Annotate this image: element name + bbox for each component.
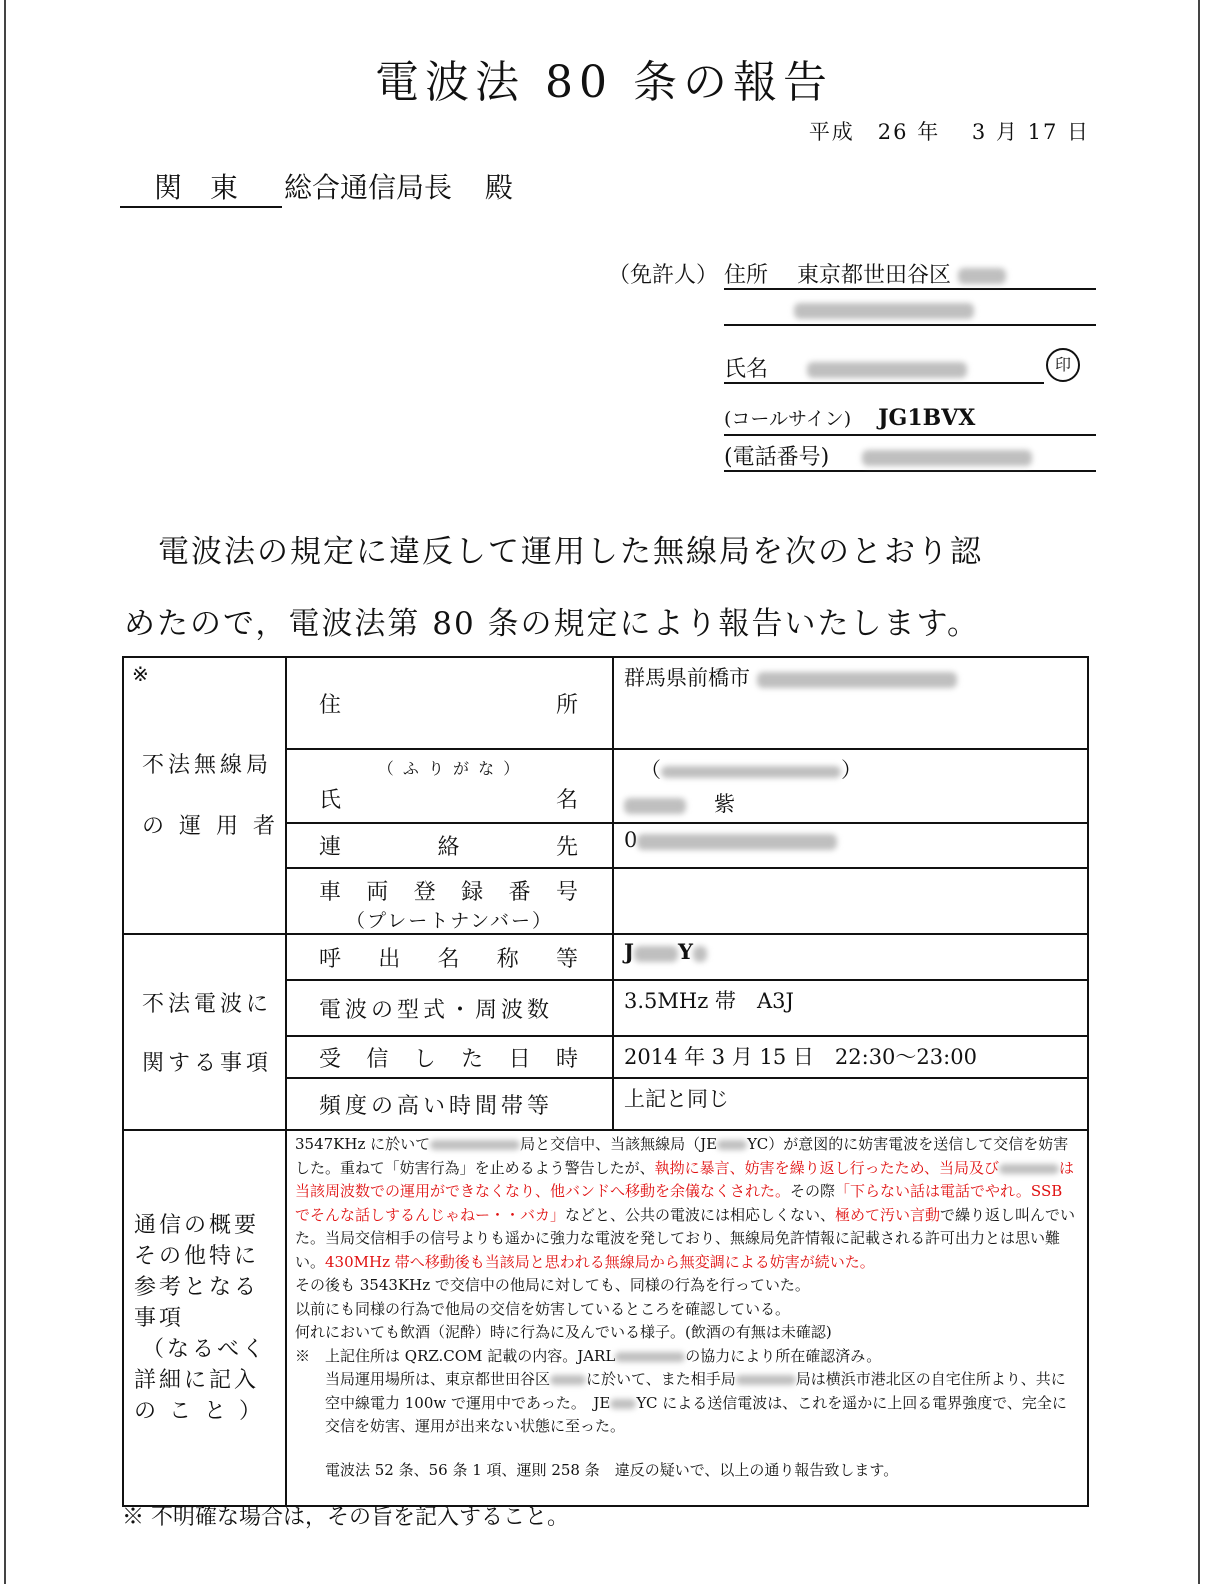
statement-line-1: 電波法の規定に違反して運用した無線局を次のとおり認: [158, 534, 983, 570]
operator-name-visible: 紫: [714, 792, 735, 816]
plate-label-cell: 車 両 登 録 番 号 （プレートナンバー）: [286, 868, 613, 934]
operator-category-line1: 不法無線局: [142, 753, 273, 778]
operator-address: 群馬県前橋市: [624, 666, 750, 690]
report-table: [122, 656, 1089, 1507]
redacted-operator-address: [757, 672, 957, 688]
callname-value-cell: J Y: [613, 934, 1088, 980]
redacted-callsign-end: [610, 1399, 636, 1409]
summary-paragraph-3: 以前にも同様の行為で他局の交信を妨害しているところを確認している。: [295, 1299, 791, 1318]
summary-text-cell: [286, 1130, 1088, 1506]
redacted-jarl: [615, 1352, 685, 1362]
datetime-label-cell: 受 信 し た 日 時: [286, 1036, 613, 1078]
name-label: 氏名: [724, 357, 769, 382]
document-title: 電波法 80 条の報告: [375, 57, 833, 108]
operator-contact: 0: [624, 828, 638, 852]
summary-paragraph-6: 当局運用場所は、東京都世田谷区 に於いて、また相手局 局は横浜市港北区の自宅住所より、共に空中線電力 100w で運用中であった。 JE YC による送信電波は、これを遥かに上回る電界強度で、完全に交信を妨害、運用が出来ない状態に至った。: [325, 1370, 1067, 1435]
plate-label-sub: （プレートナンバー）: [346, 910, 553, 932]
summary-category-cell: 通信の概要 その他特に 参考となる 事項 （なるべく 詳細に記入 の こ と ）: [123, 1130, 286, 1506]
redacted-address-2: [794, 303, 974, 319]
seal-mark: 印: [1046, 348, 1080, 382]
frequent-value-cell: 上記と同じ: [613, 1078, 1088, 1130]
licensee-label: （免許人）: [608, 263, 719, 288]
report-page: [4, 0, 1200, 1584]
type-value-cell: 3.5MHz 帯 A3J: [613, 980, 1088, 1036]
operator-category-cell: [123, 657, 286, 934]
plate-value-cell: [613, 868, 1088, 934]
operator-category-line2: の 運 用 者: [142, 814, 279, 839]
redacted-contact: [637, 834, 837, 850]
furigana-label: （ ふ り が な ）: [377, 759, 522, 778]
licensee-phone-line: [724, 440, 1096, 472]
recipient-region: 関東: [120, 166, 282, 208]
summary-paragraph-7: 電波法 52 条、56 条 1 項、運則 258 条 違反の疑いで、以上の通り報告致します。: [325, 1460, 899, 1479]
licensee-callsign-line: [724, 404, 1096, 436]
statement-line-2: めたので，電波法第 80 条の規定により報告いたします。: [124, 606, 981, 642]
callsign-label: (コールサイン): [724, 408, 852, 430]
redacted-callsign-mid: [717, 1140, 747, 1150]
redacted-furigana: [661, 766, 841, 778]
wave-category-line1: 不法電波に: [142, 992, 273, 1017]
summary-paragraph-4: 何れにおいても飲酒（泥酔）時に行為に及んでいる様子。(飲酒の有無は未確認): [295, 1323, 832, 1341]
name-value-cell: （ ） 紫: [613, 749, 1088, 823]
footnote: ※ 不明確な場合は，その旨を記入すること。: [122, 1505, 569, 1530]
phone-label: (電話番号): [724, 445, 830, 470]
datetime-value-cell: 2014 年 3 月 15 日 22:30～23:00: [613, 1036, 1088, 1078]
callname-label-cell: 呼 出 名 称 等: [286, 934, 613, 980]
redacted-station-2: [999, 1164, 1059, 1174]
redacted-name: [807, 362, 967, 378]
redacted-phone: [862, 450, 1032, 466]
wave-category-line2: 関する事項: [142, 1051, 273, 1076]
address-label-cell: 住 所: [286, 657, 613, 749]
contact-value-cell: [613, 823, 1088, 868]
summary-paragraph-1: 3547KHz に於いて 局と交信中、当該無線局（JE YC）が意図的に妨害電波を送信して交信を妨害した。重ねて「妨害行為」を止めるよう警告したが、執拗に暴言、妨害を繰り返し行ったため、当局及び は当該周波数での運用ができなくなり、他バンドへ移動を余儀なくされた。その際「下らない話は電話でやれ。SSB でそんな話しするんじゃねー・・バカ」などと、公共の電波には相応しくない、極めて汚い言動で繰り返し叫んでいた。当局交信相手の信号よりも遥かに強力な電波を発しており、無線局免許情報に記載される許可出力とは思い難い。430MHz 帯へ移動後も当該局と思われる無線局から無変調による妨害が続いた。: [295, 1135, 1076, 1271]
summary-paragraph-5: ※ 上記住所は QRZ.COM 記載の内容。JARL の協力により所在確認済み。: [295, 1346, 882, 1365]
licensee-address-line: [724, 258, 1096, 290]
redacted-station: [430, 1140, 520, 1150]
wave-category-cell: [123, 934, 286, 1130]
redacted-address: [958, 268, 1006, 284]
address-value: 東京都世田谷区: [797, 263, 952, 288]
callsign-value: JG1BVX: [878, 405, 976, 431]
redacted-location: [550, 1375, 586, 1385]
licensee-address-line-2: [724, 294, 1096, 326]
redacted-operator-name: [624, 798, 686, 814]
licensee-name-line: [724, 352, 1044, 384]
table-mark: ※: [132, 662, 153, 686]
summary-paragraph-2: その後も 3543KHz で交信中の他局に対しても、同様の行為を行っていた。: [295, 1276, 810, 1294]
recipient-honorific: 殿: [484, 171, 513, 204]
recipient: [120, 166, 513, 208]
name-label-cell: （ ふ り が な ） 氏 名: [286, 749, 613, 823]
redacted-callsign-tail: [693, 946, 707, 962]
address-label: 住所: [724, 263, 769, 288]
type-label-cell: 電波の型式・周波数: [286, 980, 613, 1036]
recipient-office: 総合通信局長: [284, 171, 453, 204]
contact-label-cell: 連 絡 先: [286, 823, 613, 868]
address-value-cell: [613, 657, 1088, 749]
frequent-label-cell: 頻度の高い時間帯等: [286, 1078, 613, 1130]
redacted-callsign: [634, 946, 678, 962]
redacted-partner: [736, 1375, 796, 1385]
report-date: 平成 26 年 3 月 17 日: [808, 120, 1090, 144]
